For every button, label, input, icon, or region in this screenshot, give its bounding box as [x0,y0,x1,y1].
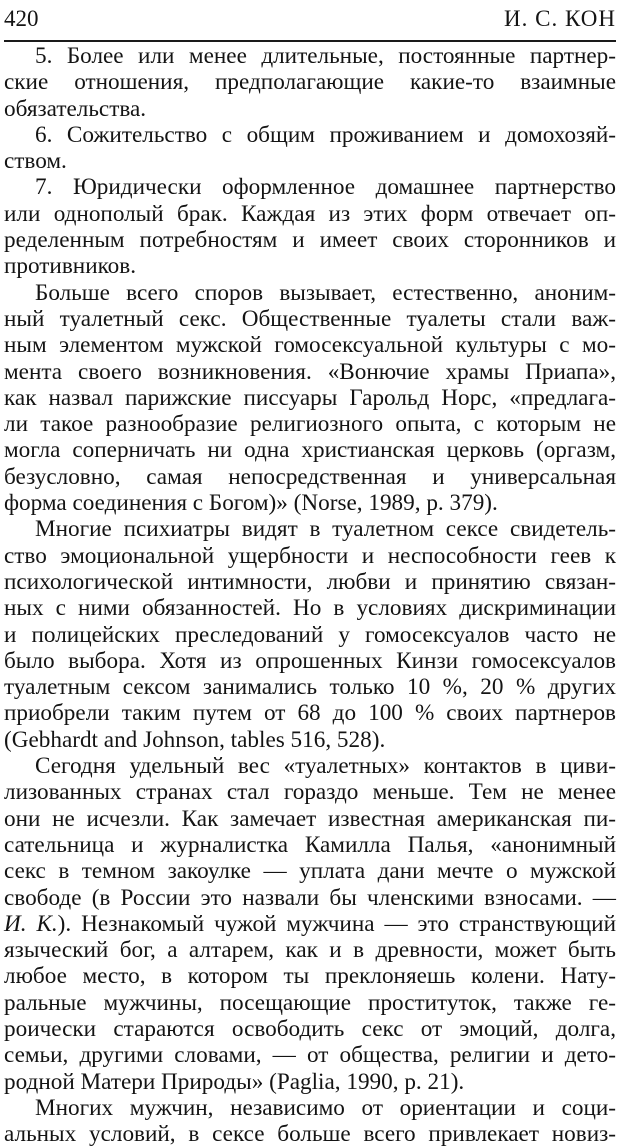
text-line: свободе (в России это назвали бы членскими взносами. — [4,884,616,911]
running-head [4,4,616,34]
text-line: ных с ними обязанностей. Но в условиях дискриминации [4,595,616,622]
text-line: Многие психиатры видят в туалетном сексе свидетель- [35,516,616,543]
paragraph [4,516,616,753]
text-line: ством. [4,148,67,175]
text-line: как назвал парижские писсуары Гарольд Норс, «предлага- [4,384,616,411]
paragraph [4,280,616,517]
text-line [4,911,616,937]
text-line: обязательства. [4,95,147,122]
text-line: ным элементом мужской гомосексуальной культуры с мо- [4,332,616,359]
text-line: психологической интимности, любви и принятию связан- [4,568,616,595]
text-line: секс в темном закоулке — уплата дани мечте о мужской [4,858,616,885]
paragraph [4,753,616,1095]
text-line: Многих мужчин, независимо от ориентации и соци- [35,1094,616,1121]
paragraph [4,122,616,175]
text-segment: ). Незнакомый чужой мужчина — это странствующий [57,910,616,937]
text-line: ство эмоциональной ущербности и неспособности геев к [4,542,616,569]
page-body [4,43,616,1147]
text-line: ный туалетный секс. Общественные туалеты стали важ- [4,305,616,332]
text-line: роически стараются освободить секс от эмоций, долга, [4,1015,616,1042]
paragraph [4,43,616,122]
text-line: противников. [4,253,137,280]
text-line: лизованных странах стал гораздо меньше. Тем не менее [4,779,616,806]
page-number: 420 [4,6,39,31]
header-rule [4,40,616,42]
paragraph [4,174,616,279]
text-line: родной Матери Природы» (Paglia, 1990, p. 21). [4,1068,465,1095]
text-line: Сегодня удельный вес «туалетных» контактов в циви- [35,753,616,780]
paragraph [4,1095,616,1147]
text-line: ральные мужчины, посещающие проституток, также ге- [4,989,616,1016]
text-line: семьи, другими словами, — от общества, религии и дето- [4,1042,616,1069]
text-line: любое место, в котором ты преклоняешь колени. Нату- [4,963,616,990]
text-line: форма соединения с Богом)» (Norse, 1989, p. 379). [4,490,498,517]
text-line: или однополый брак. Каждая из этих форм отвечает оп- [4,200,616,227]
text-line: (Gebhardt and Johnson, tables 516, 528). [4,726,386,753]
text-line: ли такое разнообразие религиозного опыта, с которым не [4,411,616,438]
text-line: туалетным сексом занимались только 10 %, 20 % других [4,674,616,701]
text-line: безусловно, самая непосредственная и универсальная [4,463,616,490]
running-head-author: И. С. КОН [504,6,616,31]
text-line: они не исчезли. Как замечает известная американская пи- [4,805,616,832]
text-line: 5. Более или менее длительные, постоянные партнер- [35,43,616,69]
text-line: приобрели таким путем от 68 до 100 % своих партнеров [4,700,616,727]
text-line: мента своего возникновения. «Вонючие храмы Приапа», [4,358,616,385]
text-line: могла соперничать ни одна христианская церковь (оргазм, [4,437,616,464]
text-line: Больше всего споров вызывает, естественно, аноним- [35,279,616,306]
text-line: 6. Сожительство с общим проживанием и домохозяй- [35,121,616,148]
text-line: ские отношения, предполагающие какие-то взаимные [4,69,616,96]
text-line: сательница и журналистка Камилла Палья, «анонимный [4,831,616,858]
text-line: 7. Юридически оформленное домашнее партнерство [35,174,616,201]
text-line: было выбора. Хотя из опрошенных Кинзи гомосексуалов [4,647,616,674]
text-line: и полицейских преследований у гомосексуалов часто не [4,621,616,648]
text-line: альных условий, в сексе больше всего привлекает новиз- [4,1121,616,1147]
author-initials: И. К. [4,910,58,937]
text-line: языческий бог, а алтарем, как и в древности, может быть [4,937,616,964]
text-line: ределенным потребностям и имеет своих сторонников и [4,227,616,254]
